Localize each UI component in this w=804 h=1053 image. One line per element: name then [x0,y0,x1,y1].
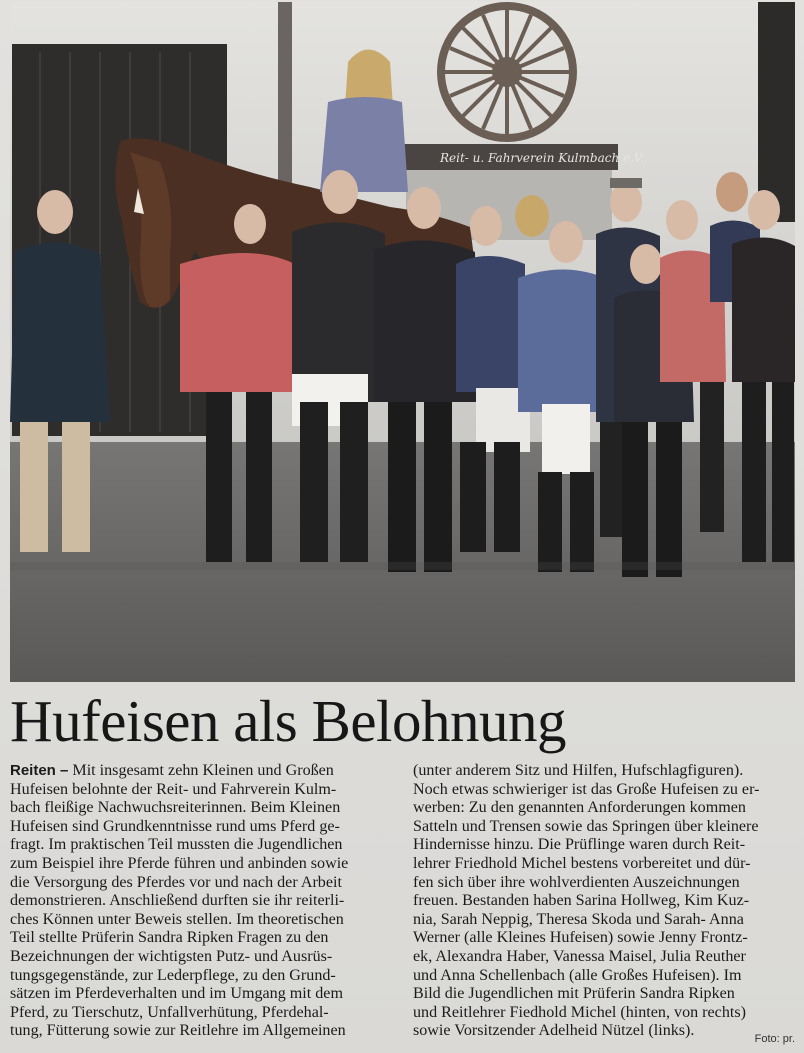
photo-credit: Foto: pr. [749,1033,795,1045]
article-kicker: Reiten – [10,762,69,779]
article-column-right: (unter anderem Sitz und Hilfen, Hufschlagfiguren). Noch etwas schwieriger ist das Große Hufeisen zu er- werben: Zu den genannten Anforderungen kommen Satteln und Trensen sowie das Springen über kleinere Hindernisse hinzu. Die Prüflinge waren durch Reit- lehrer Friedhold Michel bestens vorbereitet und dür- fen sich über ihre wohlverdienten Auszeichnungen freuen. Bestanden haben Sarina Hollweg, Kim Kuz- nia, Sarah Neppig, Theresa Skoda und Sarah- Anna Werner (alle Kleines Hufeisen) sowie Jenny Frontz- ek, Alexandra Haber, Vanessa Maisel, Julia Reuther und Anna Schellenbach (alle Großes Hufeisen). Im Bild die Jugendlichen mit Prüferin Sandra Ripken und Reitlehrer Fiedhold Michel (hinten, von rechts) sowie Vorsitzender Adelheid Nützel (links). [413,762,760,1040]
club-sign-text: Reit- u. Fahrverein Kulmbach e.V. [440,151,645,165]
article-body-left: Mit insgesamt zehn Kleinen und Großen Hufeisen belohnte der Reit- und Fahrverein Kulm- bach fleißige Nachwuchsreiterinnen. Beim Kleinen Hufeisen sind Grundkenntnisse rund ums Pferd ge- fragt. Im praktischen Teil mussten die Jugendlichen zum Beispiel ihre Pferde führen und anbinden sowie die Versorgung des Pferdes vor und nach der Arbeit demonstrieren. Anschließend durften sie ihr reiterli- ches Können unter Beweis stellen. Im theoretischen Teil stellte Prüferin Sandra Ripken Fragen zu den Bezeichnungen der wichtigsten Putz- und Ausrüs- tungsgegenstände, zur Lederpflege, zu den Grund- sätzen im Pferdeverhalten und im Umgang mit dem Pferd, zu Tierschutz, Unfallverhütung, Pferdehal- tung, Fütterung sowie zur Reitlehre im Allgemeinen [10,762,349,1040]
article-column-left [10,762,408,1041]
group-photo-icon [10,2,795,682]
article-photo [10,2,795,682]
article-headline: Hufeisen als Belohnung [10,688,566,754]
